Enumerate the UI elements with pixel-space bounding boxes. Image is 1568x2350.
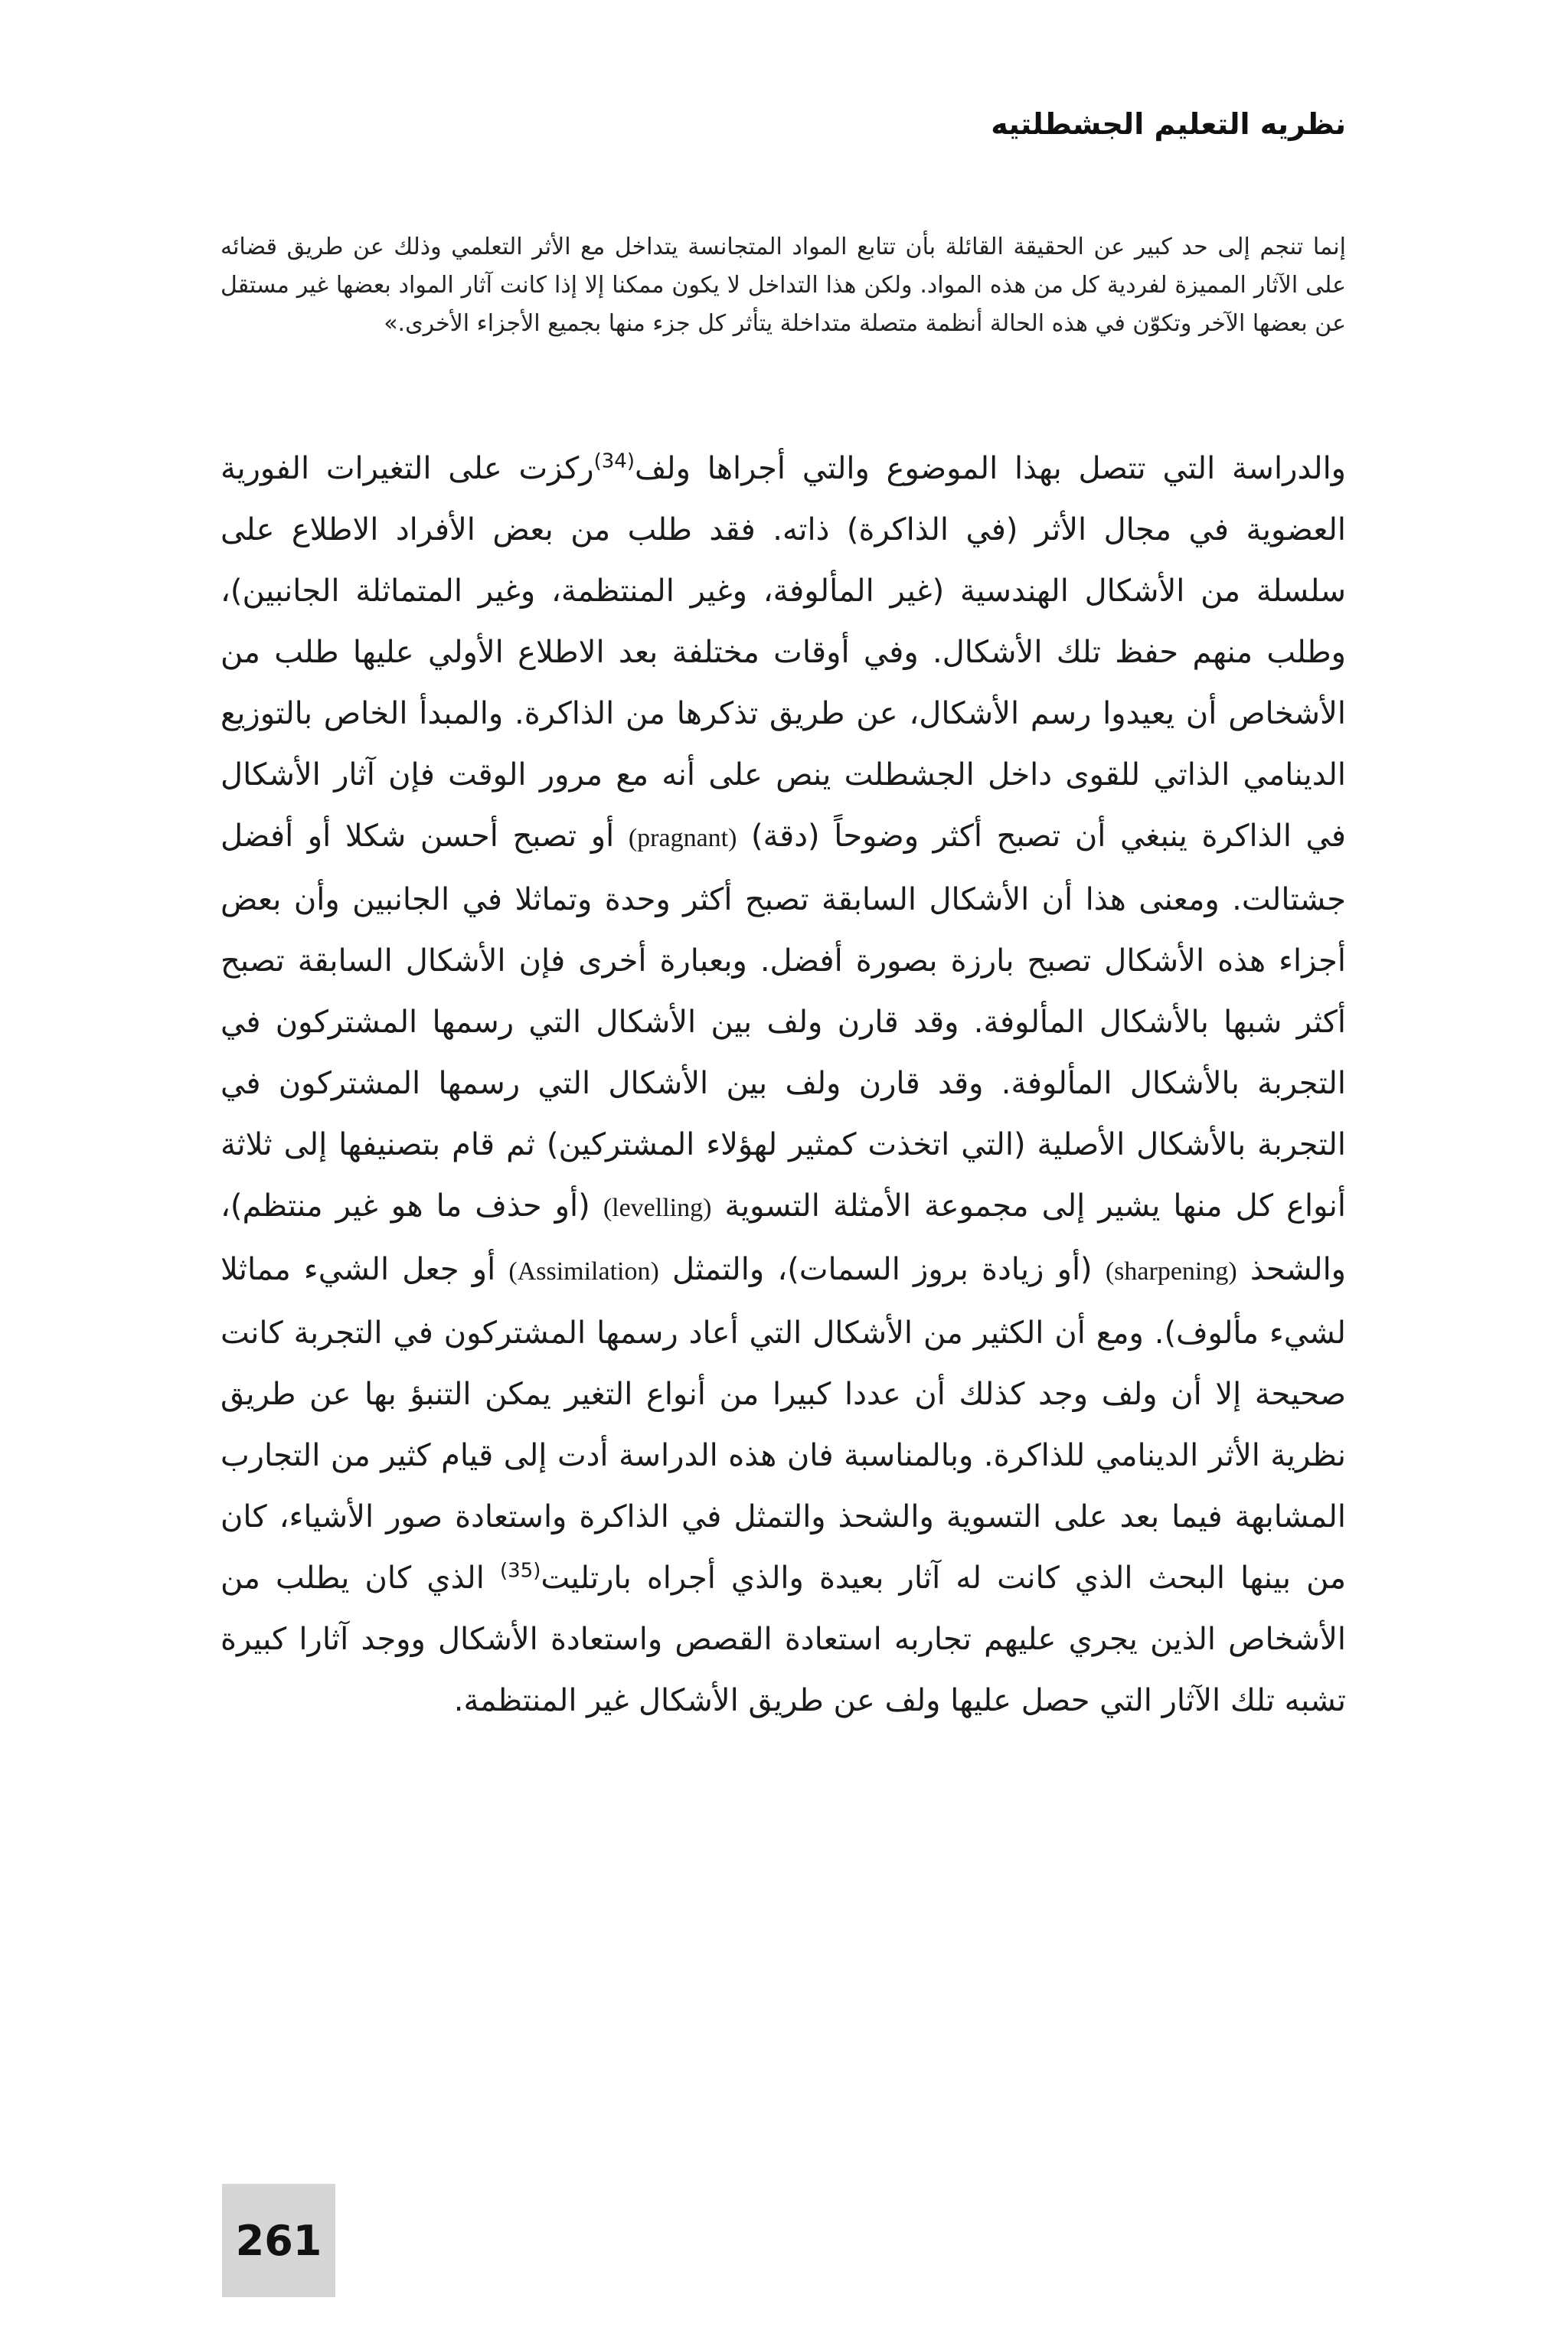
page-number-box <box>222 2184 335 2297</box>
footnote-ref-34: (34) <box>593 449 635 473</box>
body-text <box>220 438 1346 1731</box>
running-header-title: نظريه التعليم الجشطلتيه <box>991 107 1346 141</box>
body-paragraph <box>220 438 1346 1731</box>
term-levelling: (levelling) <box>603 1194 712 1222</box>
body-text-segment: والدراسة التي تتصل بهذا الموضوع والتي أجراها ولف <box>635 451 1346 486</box>
body-text-segment: ركزت على التغيرات الفورية العضوية في مجال الأثر (في الذاكرة) ذاته. فقد طلب من بعض الأفراد الاطلاع على سلسلة من الأشكال الهندسية (غير المألوفة، وغير المنتظمة، وغير المتماثلة الجانبين)، وطلب منهم حفظ تلك الأشكال. وفي أوقات مختلفة بعد الاطلاع الأولي عليها طلب من الأشخاص أن يعيدوا رسم الأشكال، عن طريق تذكرها من الذاكرة. والمبدأ الخاص بالتوزيع الدينامي الذاتي للقوى داخل الجشطلت ينص على أنه مع مرور الوقت فإن آثار الأشكال في الذاكرة ينبغي أن تصبح أكثر وضوحاً (دقة) <box>220 451 1347 854</box>
body-text-segment: الذي كان يطلب من الأشخاص الذين يجري عليهم تجاربه استعادة القصص واستعادة الأشكال ووجد آثارا كبيرة تشبه تلك الآثار التي حصل عليها ولف عن طريق الأشكال غير المنتظمة. <box>220 1561 1346 1718</box>
term-pragnant: (pragnant) <box>628 824 737 852</box>
body-text-segment: أو تصبح أحسن شكلا أو أفضل جشتالت. ومعنى هذا أن الأشكال السابقة تصبح أكثر وحدة وتماثلا في الجانبين وأن بعض أجزاء هذه الأشكال تصبح بارزة بصورة أفضل. وبعبارة أخرى فإن الأشكال السابقة تصبح أكثر شبها بالأشكال المألوفة. وقد قارن ولف بين الأشكال التي رسمها المشتركون في التجربة بالأشكال المألوفة. وقد قارن ولف بين الأشكال التي رسمها المشتركون في التجربة بالأشكال الأصلية (التي اتخذت كمثير لهؤلاء المشتركين) ثم قام بتصنيفها إلى ثلاثة أنواع كل منها يشير إلى مجموعة الأمثلة التسوية <box>220 819 1346 1224</box>
body-text-segment: أو جعل الشيء مماثلا لشيء مألوف). ومع أن الكثير من الأشكال التي أعاد رسمها المشتركون في التجربة كانت صحيحة إلا أن ولف وجد كذلك أن عددا كبيرا من أنواع التغير يمكن التنبؤ بها عن طريق نظرية الأثر الدينامي للذاكرة. وبالمناسبة فان هذه الدراسة أدت إلى قيام كثير من التجارب المشابهة فيما بعد على التسوية والشحذ والتمثل في الذاكرة واستعادة صور الأشياء، كان من بينها البحث الذي كانت له آثار بعيدة والذي أجراه بارتليت <box>220 1252 1347 1596</box>
quote-block <box>220 228 1346 343</box>
term-assimilation: (Assimilation) <box>508 1257 659 1286</box>
term-sharpening: (sharpening) <box>1105 1257 1237 1286</box>
quote-paragraph: إنما تنجم إلى حد كبير عن الحقيقة القائلة بأن تتابع المواد المتجانسة يتداخل مع الأثر التعلمي وذلك عن طريق قضائه على الآثار المميزة لفردية كل من هذه المواد. ولكن هذا التداخل لا يكون ممكنا إلا إذا كانت آثار المواد بعضها غير مستقل عن بعضها الآخر وتكوّن في هذه الحالة أنظمة متصلة متداخلة يتأثر كل جزء منها بجميع الأجزاء الأخرى.» <box>220 234 1346 337</box>
page-number: 261 <box>235 2216 322 2265</box>
body-text-segment: (أو زيادة بروز السمات)، والتمثل <box>672 1252 1093 1287</box>
footnote-ref-35: (35) <box>499 1559 541 1583</box>
body-text-segment: (أو حذف ما هو غير منتظم)، والشحذ <box>220 1188 1346 1287</box>
